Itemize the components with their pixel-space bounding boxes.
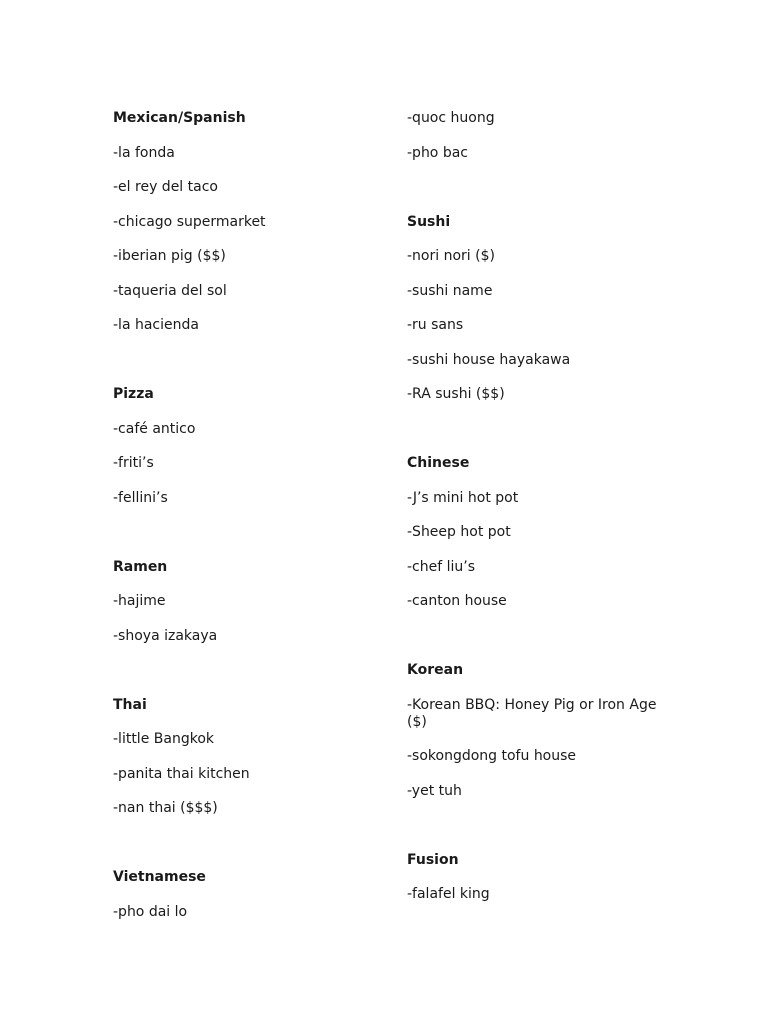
section-pizza (113, 386, 363, 507)
left-column (113, 110, 363, 921)
restaurant-item: -canton house (407, 593, 507, 609)
section-heading: Sushi (407, 213, 451, 230)
restaurant-item: -fellini’s (113, 489, 168, 506)
restaurant-item: -ru sans (407, 317, 464, 333)
restaurant-item: -J’s mini hot pot (407, 489, 519, 506)
section-heading: Pizza (113, 386, 154, 402)
restaurant-item: -sushi name (407, 282, 493, 299)
restaurant-item: -Sheep hot pot (407, 524, 511, 540)
restaurant-item: -hajime (113, 593, 166, 609)
restaurant-item: -pho dai lo (113, 903, 188, 920)
restaurant-item: -shoya izakaya (113, 627, 218, 644)
restaurant-item: -iberian pig ($$) (113, 248, 226, 264)
section-heading: Korean (407, 662, 464, 678)
restaurant-item: -RA sushi ($$) (407, 386, 505, 402)
section-mexican-spanish (113, 110, 363, 334)
restaurant-item: -chicago supermarket (113, 213, 266, 230)
section-chinese (407, 455, 657, 610)
restaurant-item: -nori nori ($) (407, 248, 495, 264)
section-heading: Ramen (113, 558, 168, 575)
restaurant-item: -la fonda (113, 144, 175, 161)
section-vietnamese (113, 869, 363, 921)
section-heading: Mexican/Spanish (113, 110, 246, 126)
restaurant-item: -sokongdong tofu house (407, 748, 577, 764)
section-heading: Fusion (407, 851, 459, 868)
restaurant-item: -sushi house hayakawa (407, 351, 571, 368)
restaurant-item: -falafel king (407, 886, 490, 902)
restaurant-item: -panita thai kitchen (113, 765, 250, 782)
section-sushi (407, 214, 657, 404)
section-continued (407, 110, 657, 162)
restaurant-item: -nan thai ($$$) (113, 800, 218, 816)
right-column (407, 110, 657, 903)
restaurant-item: -friti’s (113, 455, 154, 471)
section-ramen (113, 559, 363, 645)
section-korean (407, 662, 657, 800)
section-fusion (407, 852, 657, 904)
restaurant-item: -la hacienda (113, 317, 199, 333)
restaurant-item: -Korean BBQ: Honey Pig or Iron Age ($) (407, 696, 657, 730)
restaurant-item: -quoc huong (407, 110, 495, 126)
section-thai (113, 697, 363, 818)
restaurant-item: -chef liu’s (407, 558, 476, 575)
restaurant-item: -pho bac (407, 144, 468, 161)
section-heading: Vietnamese (113, 869, 206, 885)
section-heading: Chinese (407, 455, 470, 471)
restaurant-item: -taqueria del sol (113, 282, 227, 299)
restaurant-item: -el rey del taco (113, 179, 218, 195)
section-heading: Thai (113, 696, 147, 713)
restaurant-item: -café antico (113, 420, 196, 437)
restaurant-item: -little Bangkok (113, 731, 214, 747)
restaurant-item: -yet tuh (407, 782, 462, 799)
